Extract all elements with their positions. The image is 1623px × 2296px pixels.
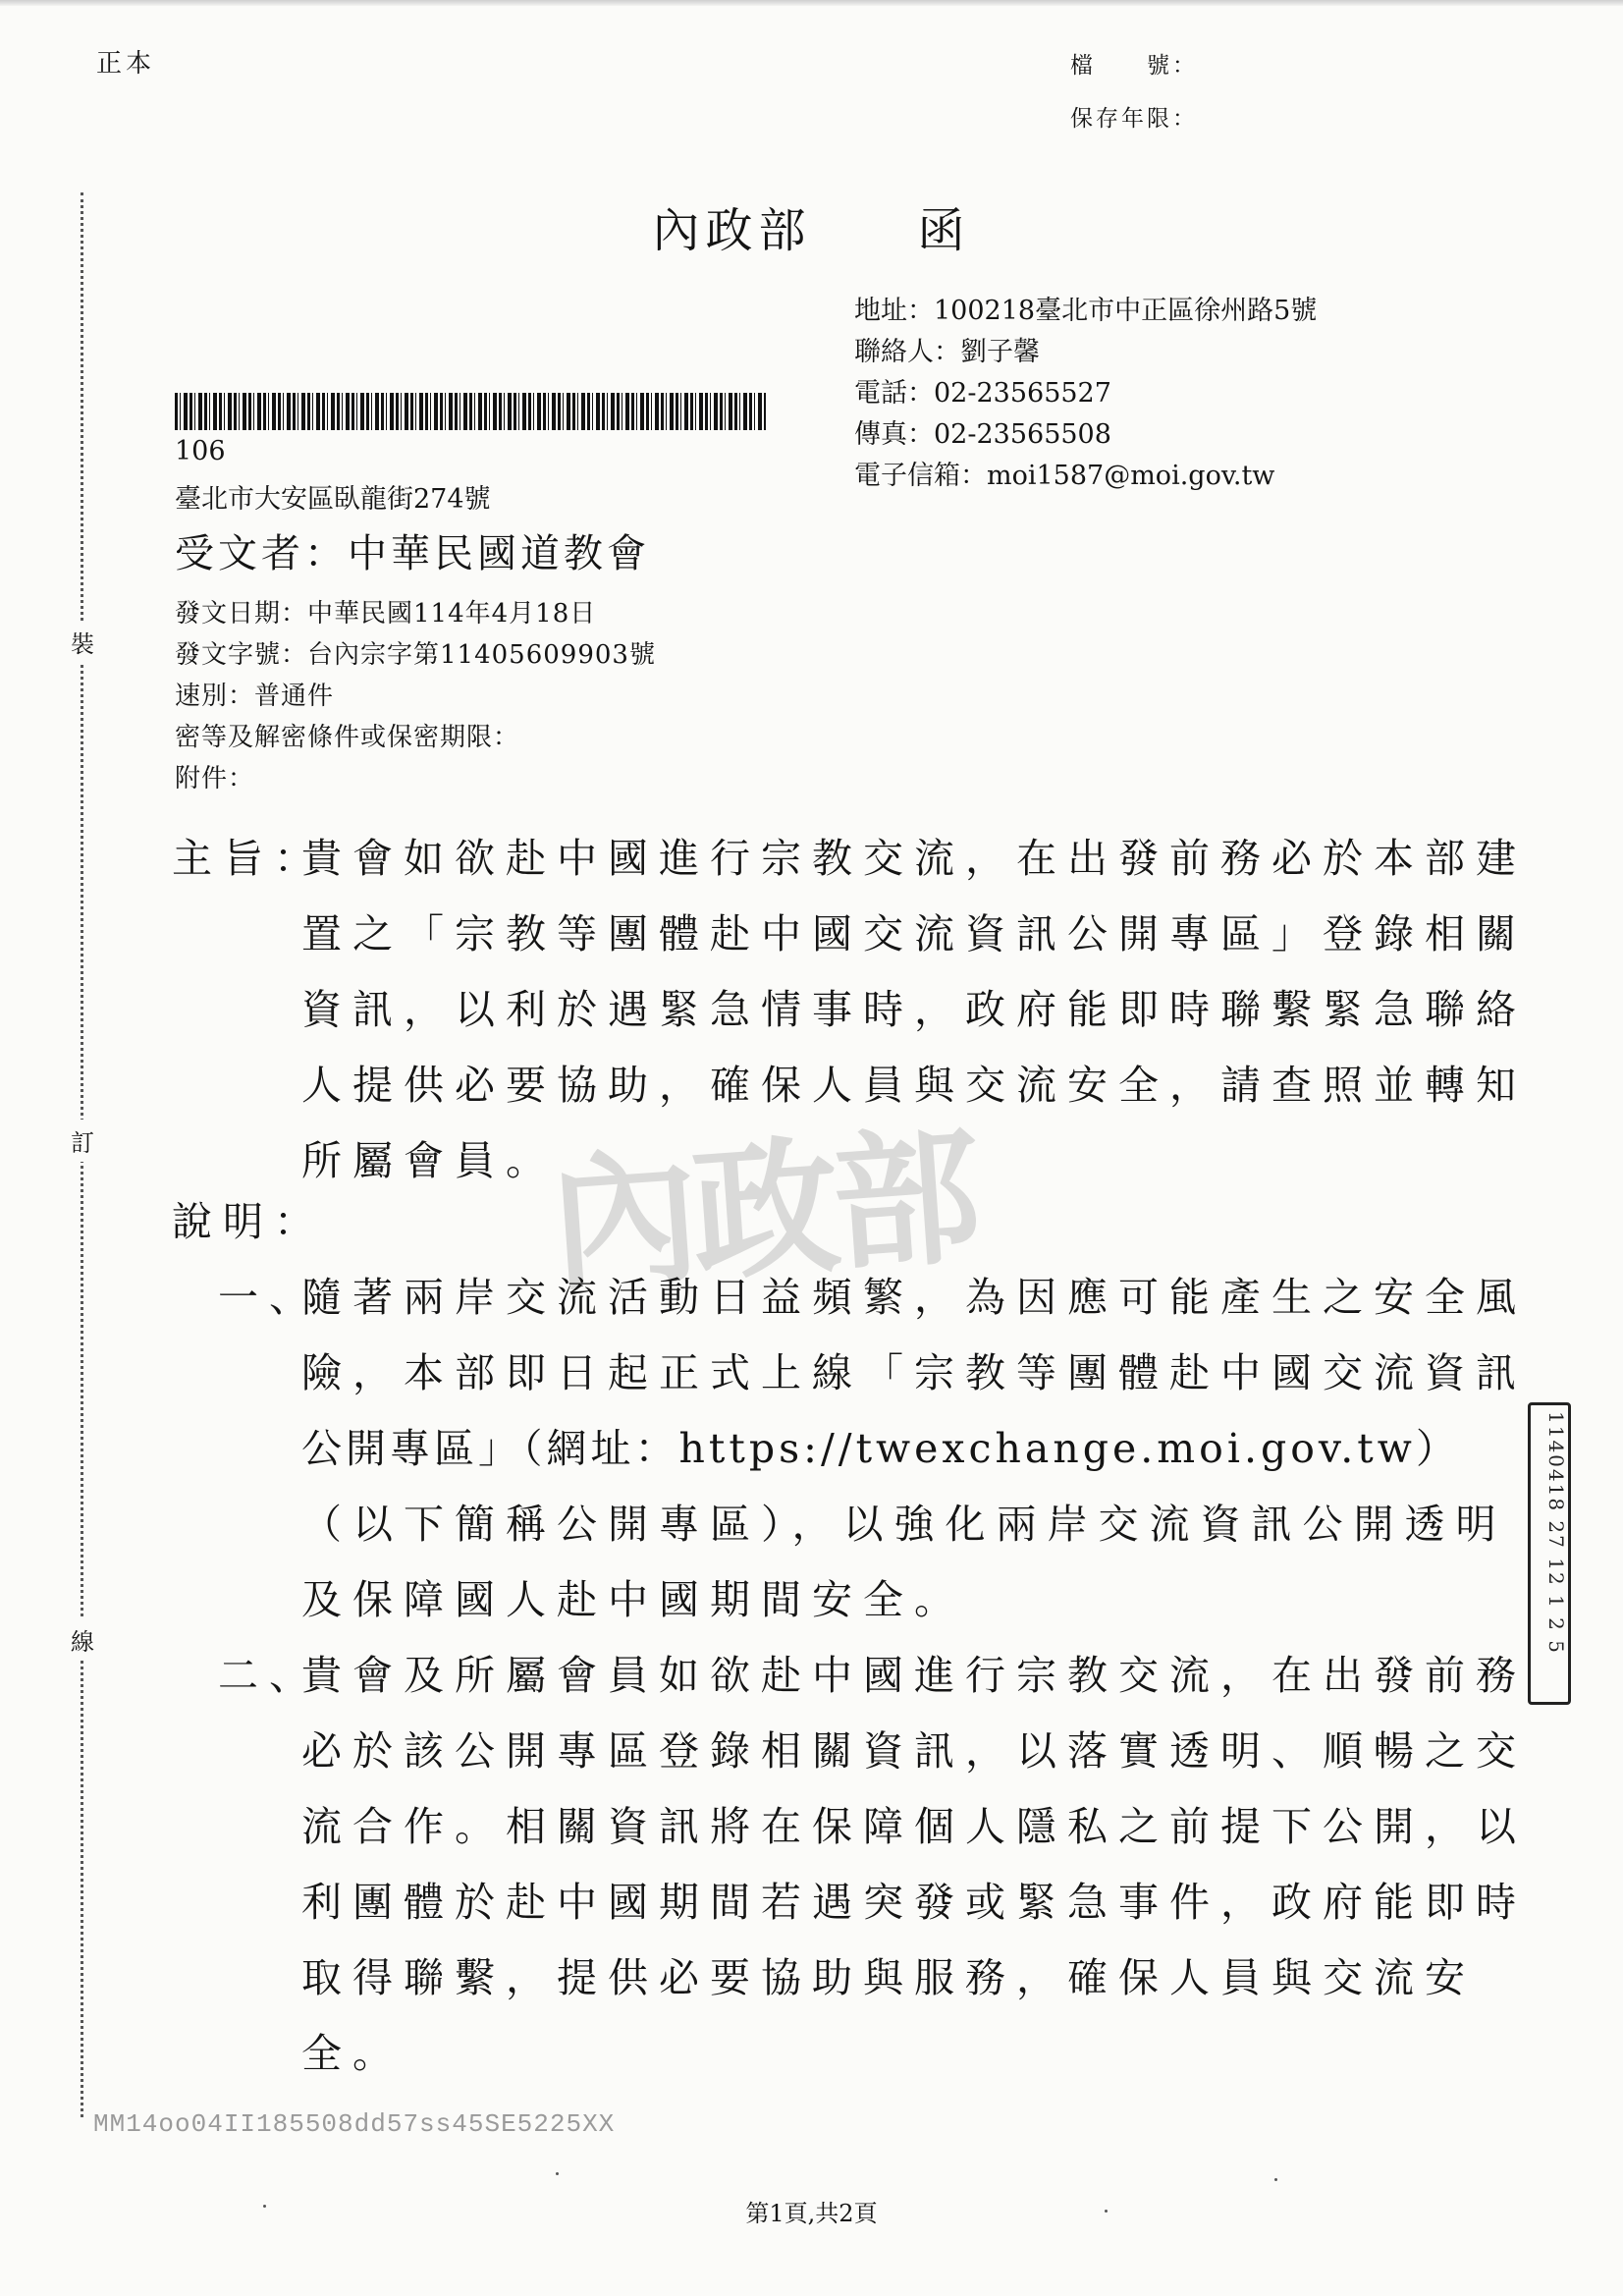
file-number-label: 檔 號： xyxy=(1070,53,1198,79)
watermark-text: 內政部 xyxy=(545,1110,981,1312)
postal-code: 106 xyxy=(175,436,226,466)
attachments: 附件： xyxy=(175,764,255,793)
document-number: 發文字號：台內宗字第11405609903號 xyxy=(175,640,656,670)
binding-mark-xian: 線 xyxy=(71,1618,94,1661)
scan-edge xyxy=(0,0,1623,6)
document-title: 內政部 函 xyxy=(652,203,971,258)
binding-mark-ding: 訂 xyxy=(71,1120,94,1162)
barcode xyxy=(175,393,766,430)
item-line: 必於該公開專區登錄相關資訊，以落實透明、順暢之交 xyxy=(301,1727,1527,1775)
item-number-2: 二、 xyxy=(218,1652,320,1699)
item-line: 公開專區」（網址：https://twexchange.moi.gov.tw） xyxy=(301,1425,1460,1472)
sender-contact xyxy=(854,291,1317,497)
sender-address: 地址：100218臺北市中正區徐州路5號 xyxy=(854,296,1318,326)
classification: 密等及解密條件或保密期限： xyxy=(175,723,520,752)
receipt-seal xyxy=(1528,1402,1571,1705)
page-number: 第1頁,共2頁 xyxy=(745,2200,878,2227)
recipient: 受文者：中華民國道教會 xyxy=(175,531,650,576)
item-line: 利團體於赴中國期間若遇突發或緊急事件，政府能即時 xyxy=(301,1879,1527,1926)
subject-line: 置之「宗教等團體赴中國交流資訊公開專區」登錄相關 xyxy=(301,910,1527,957)
subject-text xyxy=(301,821,1527,1199)
binding-mark-zhuang: 裝 xyxy=(71,621,94,663)
scan-speck xyxy=(556,2172,559,2175)
explanation-item-1 xyxy=(301,1260,1527,1638)
item-line: 險，本部即日起正式上線「宗教等團體赴中國交流資訊 xyxy=(301,1349,1527,1396)
item-line: 隨著兩岸交流活動日益頻繁，為因應可能產生之安全風 xyxy=(301,1274,1527,1321)
copy-type: 正本 xyxy=(96,49,156,79)
item-line: 及保障國人赴中國期間安全。 xyxy=(301,1576,965,1623)
seal-text: 1140418 27 12 1 2 5 xyxy=(1544,1411,1568,1655)
explanation-label: 說明： xyxy=(172,1198,325,1245)
retention-label: 保存年限： xyxy=(1070,106,1198,132)
scan-speck xyxy=(1105,2210,1108,2213)
fax: 傳真：02-23565508 xyxy=(854,419,1111,450)
email: 電子信箱：moi1587@moi.gov.tw xyxy=(854,461,1275,491)
subject-label: 主旨： xyxy=(172,835,325,882)
item-line: 流合作。相關資訊將在保障個人隱私之前提下公開，以 xyxy=(301,1803,1527,1850)
document-info xyxy=(175,593,656,799)
issue-date: 發文日期：中華民國114年4月18日 xyxy=(175,599,597,629)
subject-line: 貴會如欲赴中國進行宗教交流，在出發前務必於本部建 xyxy=(301,835,1527,882)
subject-line: 資訊，以利於遇緊急情事時，政府能即時聯繫緊急聯絡 xyxy=(301,986,1527,1033)
explanation-item-2 xyxy=(301,1638,1527,2092)
item-number-1: 一、 xyxy=(218,1274,320,1321)
scan-speck xyxy=(1274,2178,1277,2181)
urgency: 速別：普通件 xyxy=(175,682,335,711)
scan-speck xyxy=(263,2205,266,2208)
item-line: 取得聯繫，提供必要協助與服務，確保人員與交流安 xyxy=(301,1954,1476,2001)
subject-line: 所屬會員。 xyxy=(301,1137,557,1184)
item-line: 貴會及所屬會員如欲赴中國進行宗教交流，在出發前務 xyxy=(301,1652,1527,1699)
item-line: 全。 xyxy=(301,2030,404,2077)
phone: 電話：02-23565527 xyxy=(854,378,1111,409)
item-line: （以下簡稱公開專區），以強化兩岸交流資訊公開透明 xyxy=(301,1501,1507,1548)
subject-line: 人提供必要協助，確保人員與交流安全，請查照並轉知 xyxy=(301,1062,1527,1109)
recipient-address: 臺北市大安區臥龍街274號 xyxy=(175,484,491,515)
contact-person: 聯絡人：劉子馨 xyxy=(854,337,1040,367)
document-code: MM14oo04II185508dd57ss45SE5225XX xyxy=(93,2109,616,2139)
